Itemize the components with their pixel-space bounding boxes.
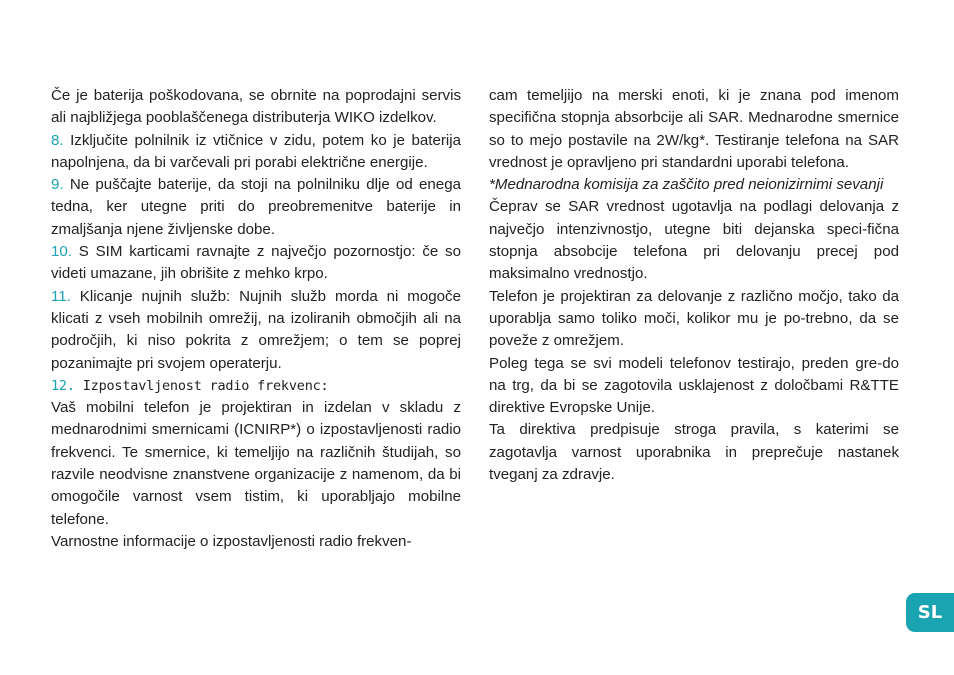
item-number-9: 9.: [51, 176, 64, 194]
list-item-11: [51, 286, 461, 375]
footnote-icnirp: *Mednarodna komisija za zaščito pred neionizirnimi sevanji: [489, 176, 884, 194]
list-item-8: [51, 130, 461, 175]
list-item-10: [51, 241, 461, 286]
paragraph-safety-info-cont: cam temeljijo na merski enoti, ki je znana pod imenom specifična stopnja absorbcije ali SAR. Mednarodne smernice so to mejo postavile na 2W/kg*. Testiranje telefona na SAR vrednost je opravljeno pri standardni uporabi telefona.: [489, 87, 899, 171]
paragraph-icnirp: Vaš mobilni telefon je projektiran in izdelan v skladu z mednarodnimi smernicami (ICNIRP*) o izpostavljenosti radio frekvenci. Te smernice, ki temeljijo na različnih študijah, so razvile neodvisne znanstvene organizacije z namenom, da bi omogočile varnost vsem tistim, ki uporabljajo mobilne telefone.: [51, 399, 461, 528]
paragraph-directive: Ta direktiva predpisuje stroga pravila, s katerimi se zagotavlja varnost uporabnika in preprečuje nastanek tveganj za zdravje.: [489, 421, 899, 484]
paragraph-testing: Poleg tega se svi modeli telefonov testirajo, preden gre-do na trg, da bi se zagotovila usklajenost z določbami R&TTE direktive Evropske Unije.: [489, 354, 899, 417]
item-text-10: S SIM karticami ravnajte z največjo pozornostjo: če so videti umazane, jih obrišite z mehko krpo.: [51, 243, 461, 283]
list-item-12: [51, 375, 461, 397]
language-badge-label: SL: [917, 602, 943, 623]
item-text-8: Izključite polnilnik iz vtičnice v zidu, potem ko je baterija napolnjena, da bi varčevali pri porabi električne energije.: [51, 131, 461, 171]
item-text-11: Klicanje nujnih služb: Nujnih služb morda ni mogoče klicati z vseh mobilnih omrežij, na izoliranih območjih ali na področjih, ki niso pokrita z omrežjem; o tem se poprej pozanimajte pri svojem operaterju.: [51, 287, 461, 372]
paragraph-safety-info-start: Varnostne informacije o izpostavljenosti radio frekven-: [51, 532, 412, 550]
paragraph-power-levels: Telefon je projektiran za delovanje z različno močjo, tako da uporablja samo toliko moči, kolikor mu je po-trebno, da se poveže z omrežjem.: [489, 287, 899, 350]
section-heading-rf-exposure: Izpostavljenost radio frekvenc:: [74, 377, 329, 394]
item-number-8: 8.: [51, 131, 64, 149]
item-number-10: 10.: [51, 243, 72, 261]
paragraph-battery-damaged: Če je baterija poškodovana, se obrnite na poprodajni servis ali najbližjega pooblaščenega distributerja WIKO izdelkov.: [51, 87, 461, 127]
item-text-9: Ne puščajte baterije, da stoji na polnilniku dlje od enega tedna, ker utegne priti do preobremenitve baterije in zmaljšanja njene življenske dobe.: [51, 176, 461, 238]
list-item-9: [51, 174, 461, 241]
item-number-11: 11.: [51, 287, 71, 305]
paragraph-sar-value: Čeprav se SAR vrednost ugotavlja na podlagi delovanja z največjo intenzivnostjo, utegne biti dejanska speci-fična stopnja absobcije telefona pri delovanju precej pod maksimalno vrednostjo.: [489, 198, 899, 283]
right-column: [489, 85, 899, 486]
item-number-12: 12.: [51, 377, 75, 394]
left-column: [51, 85, 461, 553]
